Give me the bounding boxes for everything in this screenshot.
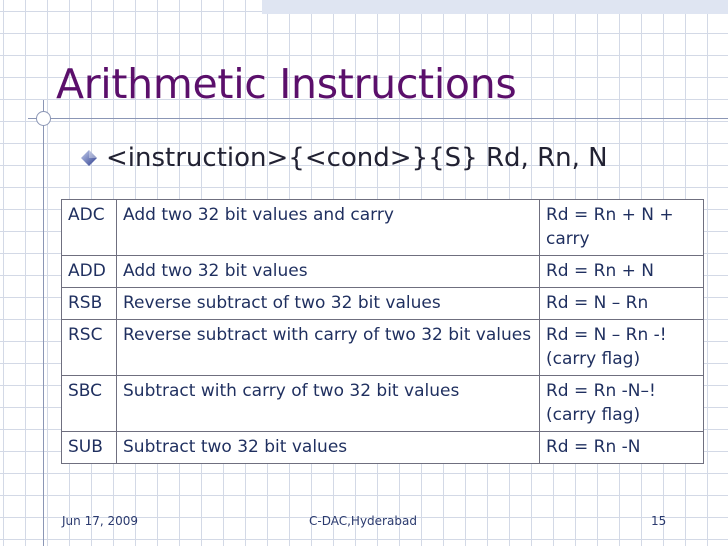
result-cell: Rd = Rn + N + carry (540, 200, 704, 256)
mnemonic-cell: SBC (62, 376, 117, 432)
result-cell: Rd = Rn + N (540, 256, 704, 288)
table-row (62, 320, 704, 376)
table-row (62, 200, 704, 256)
footer-date: Jun 17, 2009 (62, 514, 139, 528)
result-cell: Rd = Rn -N–!(carry flag) (540, 376, 704, 432)
vertical-margin-line (43, 100, 44, 546)
syntax-bullet (80, 140, 608, 176)
instruction-table (61, 199, 704, 464)
description-cell: Reverse subtract with carry of two 32 bit values (117, 320, 540, 376)
slide-title: Arithmetic Instructions (56, 60, 517, 108)
result-cell: Rd = N – Rn (540, 288, 704, 320)
mnemonic-cell: SUB (62, 432, 117, 464)
result-cell: Rd = Rn -N (540, 432, 704, 464)
mnemonic-cell: ADC (62, 200, 117, 256)
table-row (62, 256, 704, 288)
description-cell: Subtract two 32 bit values (117, 432, 540, 464)
instruction-table-body (62, 200, 704, 464)
description-cell: Subtract with carry of two 32 bit values (117, 376, 540, 432)
footer-page-number: 15 (651, 514, 667, 528)
syntax-text: <instruction>{<cond>}{S} Rd, Rn, N (106, 143, 608, 173)
top-accent-band (262, 0, 728, 14)
table-row (62, 288, 704, 320)
table-row (62, 432, 704, 464)
mnemonic-cell: RSB (62, 288, 117, 320)
footer-organization: C-DAC,Hyderabad (309, 514, 417, 528)
description-cell: Reverse subtract of two 32 bit values (117, 288, 540, 320)
result-cell: Rd = N – Rn -!(carry flag) (540, 320, 704, 376)
mnemonic-cell: ADD (62, 256, 117, 288)
diamond-bullet-icon (80, 149, 98, 167)
description-cell: Add two 32 bit values (117, 256, 540, 288)
table-row (62, 376, 704, 432)
divider-circle-ornament (36, 111, 51, 126)
mnemonic-cell: RSC (62, 320, 117, 376)
title-divider-line (28, 118, 728, 119)
description-cell: Add two 32 bit values and carry (117, 200, 540, 256)
